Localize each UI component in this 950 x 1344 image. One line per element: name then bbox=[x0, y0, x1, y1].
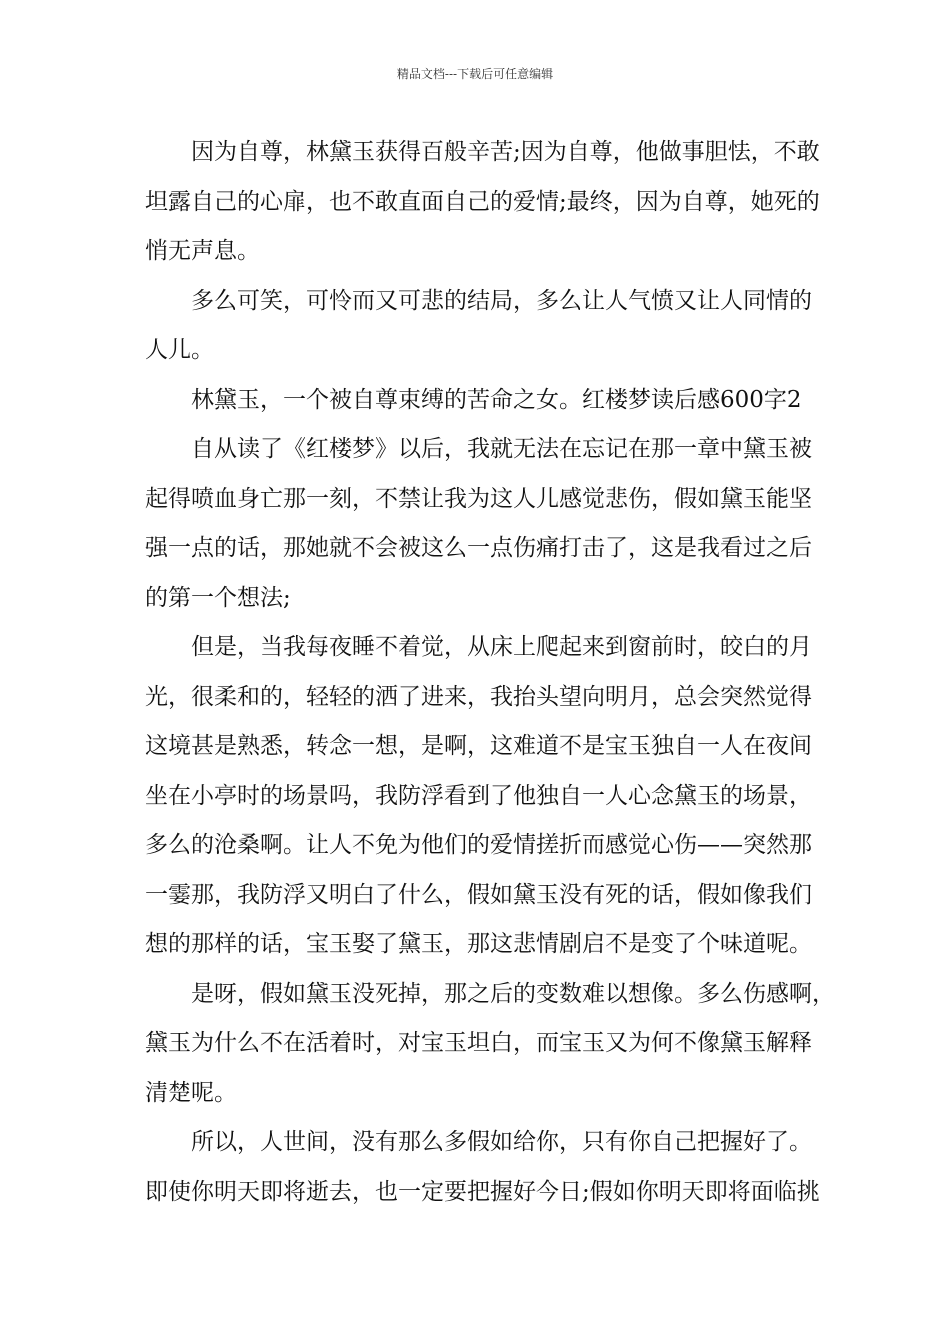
paragraph bbox=[145, 623, 810, 970]
text-line: 多么的沧桑啊。让人不免为他们的爱情搓折而感觉心伤——突然那 bbox=[145, 832, 812, 858]
text-line: 起得喷血身亡那一刻，不禁让我为这人儿感觉悲伤，假如黛玉能坚 bbox=[145, 485, 812, 512]
text-line: 林黛玉，一个被自尊束缚的苦命之女。红楼梦读后感600字2 bbox=[191, 386, 802, 413]
paragraph bbox=[145, 970, 835, 1119]
page-header: 精品文档---下载后可任意编辑 bbox=[396, 67, 554, 81]
text-line: 悄无声息。 bbox=[145, 238, 260, 264]
paragraph bbox=[145, 1118, 820, 1217]
text-line: 黛玉为什么不在活着时，对宝玉坦白，而宝玉又为何不像黛玉解释 bbox=[145, 1030, 812, 1056]
paragraph bbox=[145, 376, 810, 426]
paragraph bbox=[145, 425, 810, 623]
text-line: 清楚呢。 bbox=[145, 1079, 237, 1106]
text-line: 即使你明天即将逝去，也一定要把握好今日;假如你明天即将面临挑 bbox=[145, 1178, 820, 1205]
text-line: 是呀，假如黛玉没死掉，那之后的变数难以想像。多么伤感啊， bbox=[191, 980, 835, 1007]
text-line: 的第一个想法; bbox=[145, 584, 291, 611]
text-line: 但是，当我每夜睡不着觉，从床上爬起来到窗前时，皎白的月 bbox=[191, 634, 812, 660]
document-body bbox=[145, 128, 835, 1217]
text-line: 所以，人世间，没有那么多假如给你，只有你自己把握好了。 bbox=[191, 1129, 812, 1155]
text-line: 人儿。 bbox=[145, 337, 214, 363]
text-line: 光，很柔和的，轻轻的洒了进来，我抬头望向明月，总会突然觉得 bbox=[145, 683, 812, 710]
text-line: 一霎那，我防浮又明白了什么，假如黛玉没有死的话，假如像我们 bbox=[145, 881, 812, 908]
text-line: 坦露自己的心扉，也不敢直面自己的爱情;最终，因为自尊，她死的 bbox=[145, 188, 820, 215]
text-line: 强一点的话，那她就不会被这么一点伤痛打击了，这是我看过之后 bbox=[145, 535, 812, 561]
text-line: 自从读了《红楼梦》以后，我就无法在忘记在那一章中黛玉被 bbox=[191, 436, 812, 462]
text-line: 因为自尊，林黛玉获得百般辛苦;因为自尊，他做事胆怯，不敢 bbox=[191, 139, 820, 165]
text-line: 多么可笑，可怜而又可悲的结局，多么让人气愤又让人同情的 bbox=[191, 287, 812, 314]
text-line: 这境甚是熟悉，转念一想，是啊，这难道不是宝玉独自一人在夜间 bbox=[145, 733, 812, 759]
paragraph bbox=[145, 277, 810, 376]
paragraph bbox=[145, 128, 820, 277]
text-line: 坐在小亭时的场景吗，我防浮看到了他独自一人心念黛玉的场景， bbox=[145, 782, 812, 809]
text-line: 想的那样的话，宝玉娶了黛玉，那这悲情剧启不是变了个味道呢。 bbox=[145, 931, 812, 957]
